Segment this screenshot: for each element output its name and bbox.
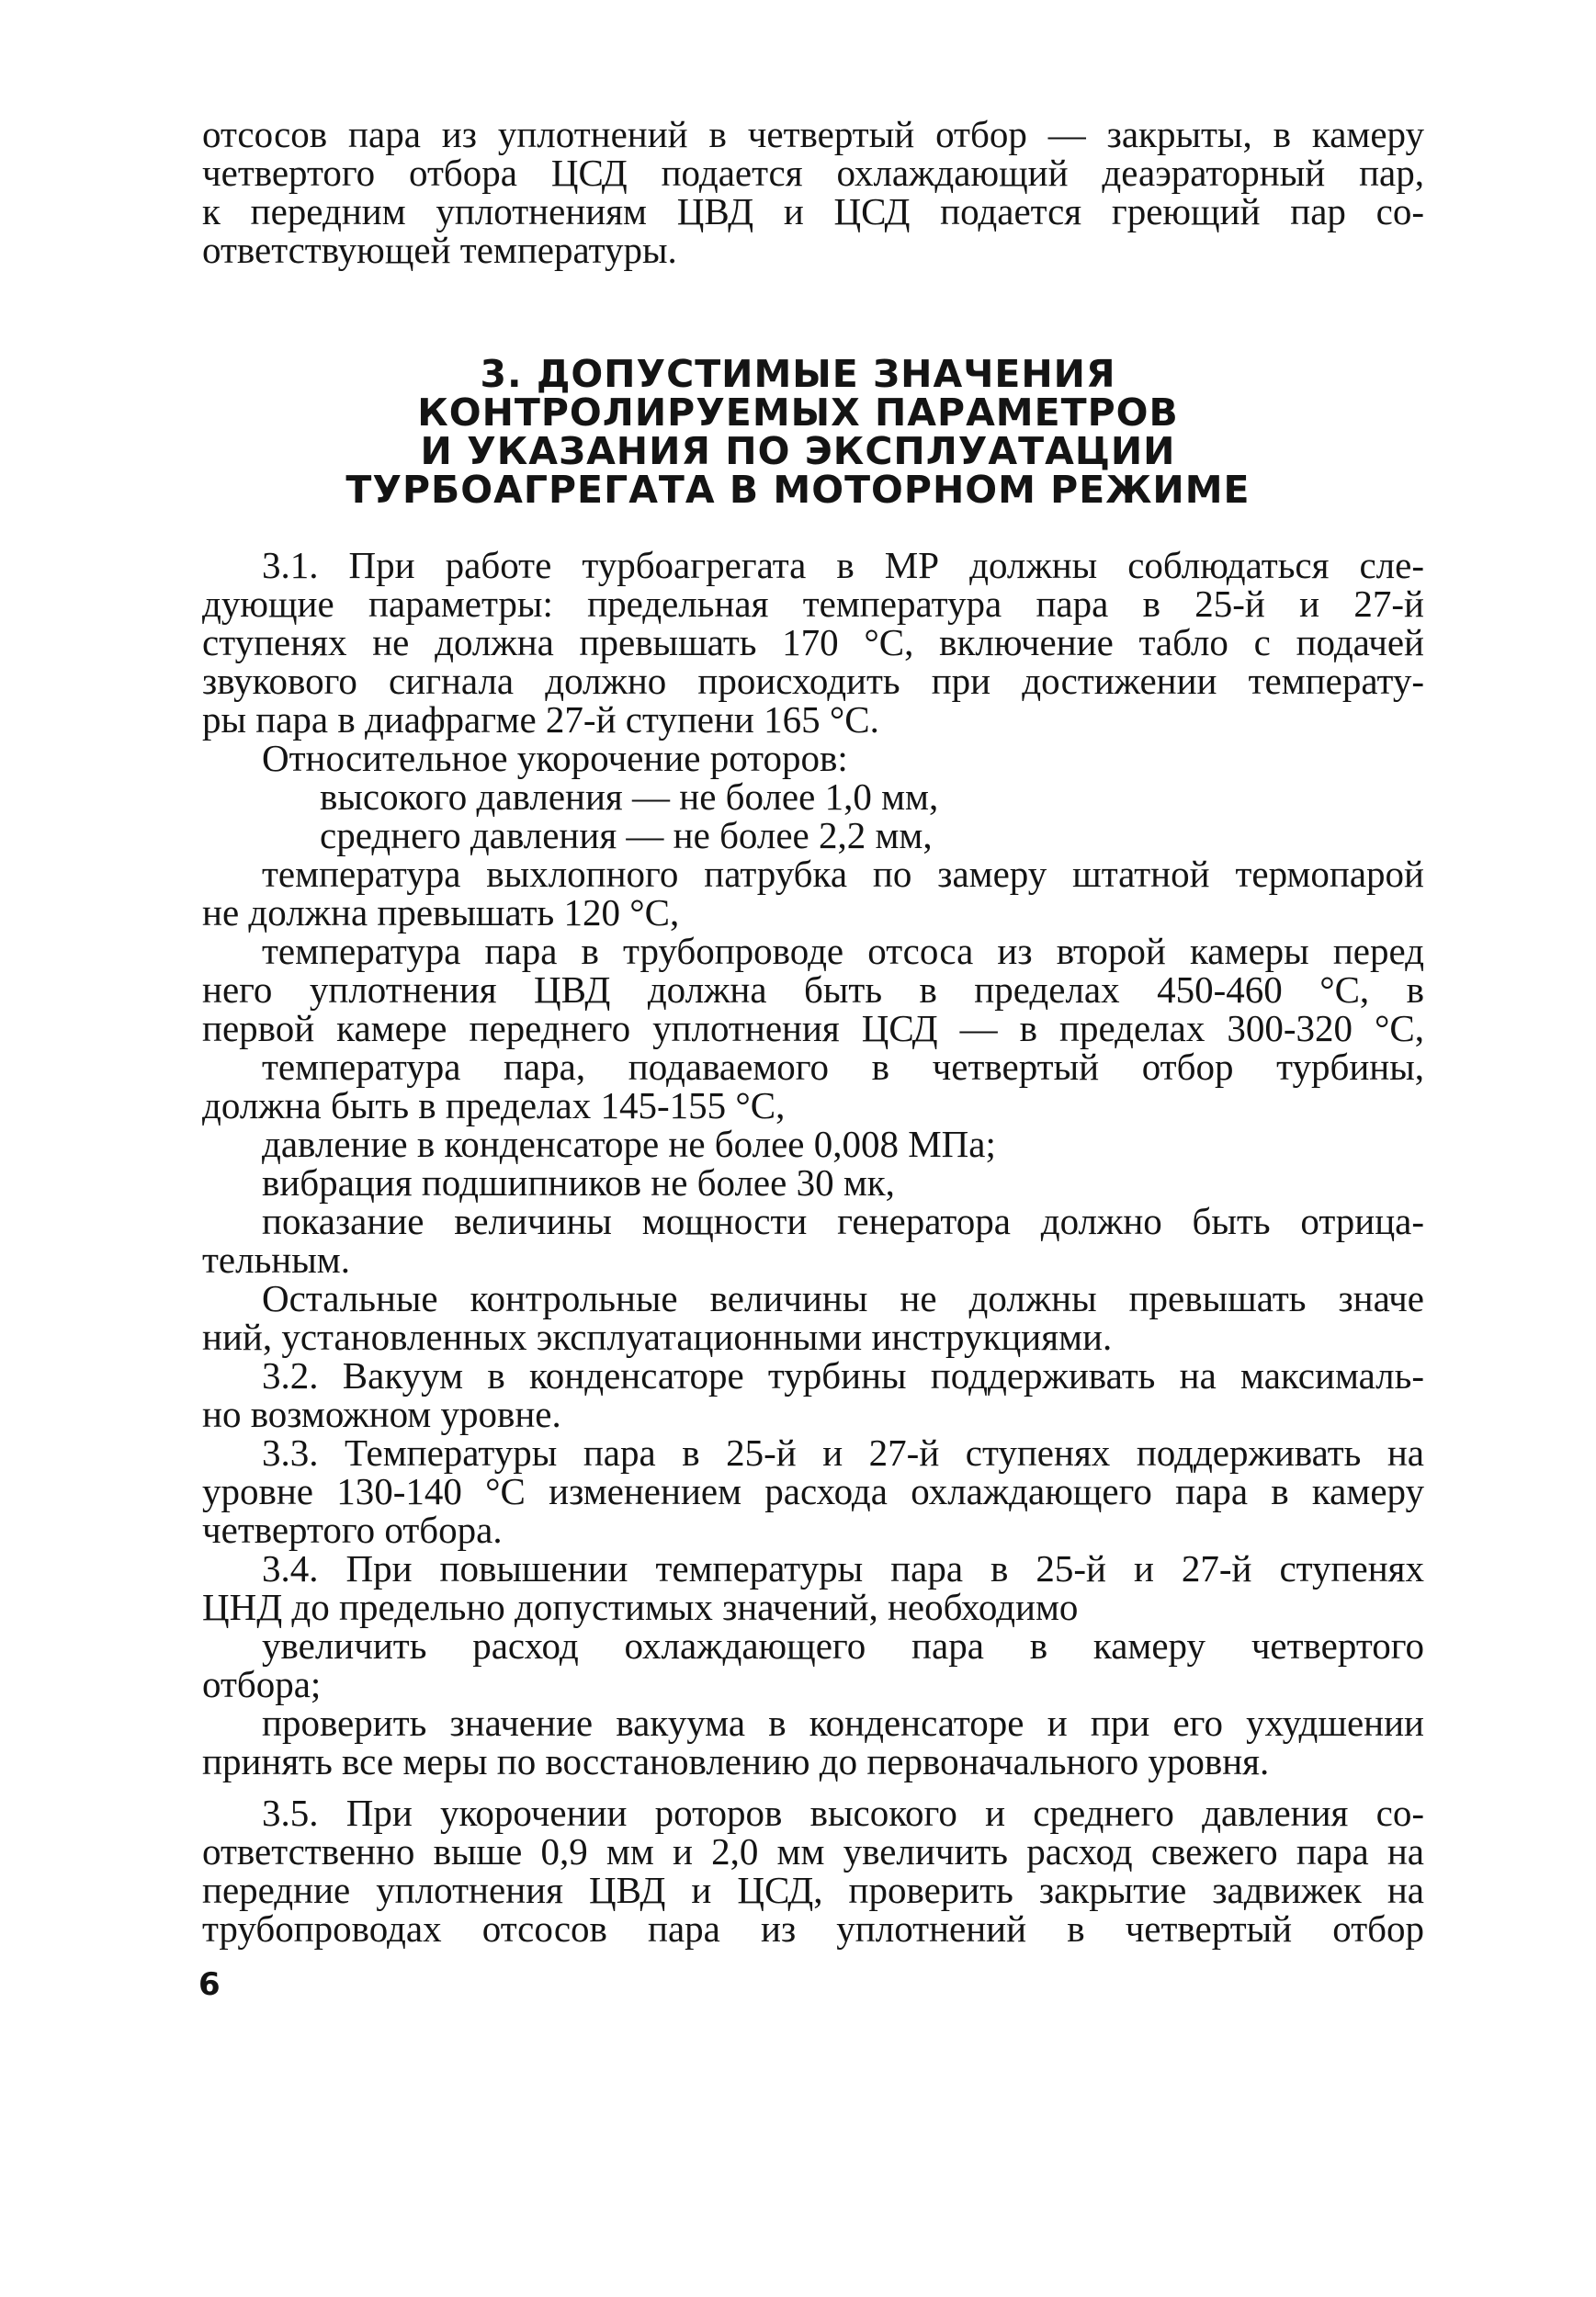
text-line: ний, установленных эксплуатационными инструкциями. (202, 1316, 1113, 1358)
text-line: 3.5. При укорочении роторов высокого и среднего давления со- (262, 1792, 1424, 1834)
text-line: должна быть в пределах 145-155 °С, (202, 1084, 786, 1126)
text-line: Остальные контрольные величины не должны превышать значе (262, 1277, 1424, 1319)
text-line: показание величины мощности генератора должно быть отрица- (262, 1200, 1424, 1242)
text-line: высокого давления — не более 1,0 мм, (320, 775, 939, 818)
text-line: к передним уплотнениям ЦВД и ЦСД подается греющий пар со- (202, 190, 1424, 232)
text-line: ответствующей температуры. (202, 229, 677, 271)
text-line: 3.4. При повышении температуры пара в 25-й и 27-й ступенях (262, 1547, 1424, 1590)
heading-line: 3. ДОПУСТИМЫЕ ЗНАЧЕНИЯ (480, 352, 1116, 396)
text-line: не должна превышать 120 °С, (202, 891, 680, 934)
text-line: него уплотнения ЦВД должна быть в пределах 450-460 °С, в (202, 968, 1424, 1011)
heading-line: И УКАЗАНИЯ ПО ЭКСПЛУАТАЦИИ (420, 429, 1176, 473)
text-line: температура выхлопного патрубка по замеру штатной термопарой (262, 853, 1424, 895)
page-number: 6 (198, 1966, 221, 2003)
text-line: ответственно выше 0,9 мм и 2,0 мм увеличить расход свежего пара на (202, 1830, 1424, 1873)
text-line: первой камере переднего уплотнения ЦСД — в пределах 300-320 °С, (202, 1007, 1424, 1049)
text-line: звукового сигнала должно происходить при достижении температу- (202, 660, 1424, 702)
text-line: четвертого отбора ЦСД подается охлаждающий деаэраторный пар, (202, 152, 1424, 194)
text-line: дующие параметры: предельная температура пара в 25-й и 27-й (202, 583, 1424, 625)
text-line: ЦНД до предельно допустимых значений, необходимо (202, 1586, 1079, 1628)
text-line: увеличить расход охлаждающего пара в камеру четвертого (262, 1624, 1424, 1667)
heading-line: ТУРБОАГРЕГАТА В МОТОРНОМ РЕЖИМЕ (345, 468, 1251, 512)
text-line: уровне 130-140 °С изменением расхода охлаждающего пара в камеру (202, 1470, 1424, 1512)
text-line: тельным. (202, 1239, 350, 1281)
text-line: но возможном уровне. (202, 1393, 561, 1435)
heading-line: КОНТРОЛИРУЕМЫХ ПАРАМЕТРОВ (417, 390, 1179, 435)
text-line: трубопроводах отсосов пара из уплотнений в четвертый отбор (202, 1907, 1424, 1950)
text-line: Относительное укорочение роторов: (262, 737, 848, 779)
text-line: среднего давления — не более 2,2 мм, (320, 814, 933, 856)
text-line: проверить значение вакуума в конденсаторе и при его ухудшении (262, 1702, 1424, 1744)
text-line: отбора; (202, 1663, 322, 1705)
text-line: ступенях не должна превышать 170 °С, включение табло с подачей (202, 621, 1424, 663)
text-line: принять все меры по восстановлению до первоначального уровня. (202, 1740, 1270, 1782)
text-line: отсосов пара из уплотнений в четвертый отбор — закрыты, в камеру (202, 113, 1424, 155)
text-line: 3.3. Температуры пара в 25-й и 27-й ступенях поддерживать на (262, 1431, 1424, 1474)
text-line: 3.1. При работе турбоагрегата в МР должны соблюдаться сле- (262, 544, 1424, 586)
text-line: давление в конденсаторе не более 0,008 МПа; (262, 1123, 996, 1165)
text-line: четвертого отбора. (202, 1509, 503, 1551)
text-line: передние уплотнения ЦВД и ЦСД, проверить закрытие задвижек на (202, 1869, 1424, 1911)
text-line: ры пара в диафрагме 27-й ступени 165 °С. (202, 698, 879, 741)
text-line: 3.2. Вакуум в конденсаторе турбины поддерживать на максималь- (262, 1354, 1424, 1397)
text-line: вибрация подшипников не более 30 мк, (262, 1161, 895, 1204)
text-line: температура пара, подаваемого в четвертый отбор турбины, (262, 1046, 1424, 1088)
text-line: температура пара в трубопроводе отсоса из второй камеры перед (262, 930, 1424, 972)
